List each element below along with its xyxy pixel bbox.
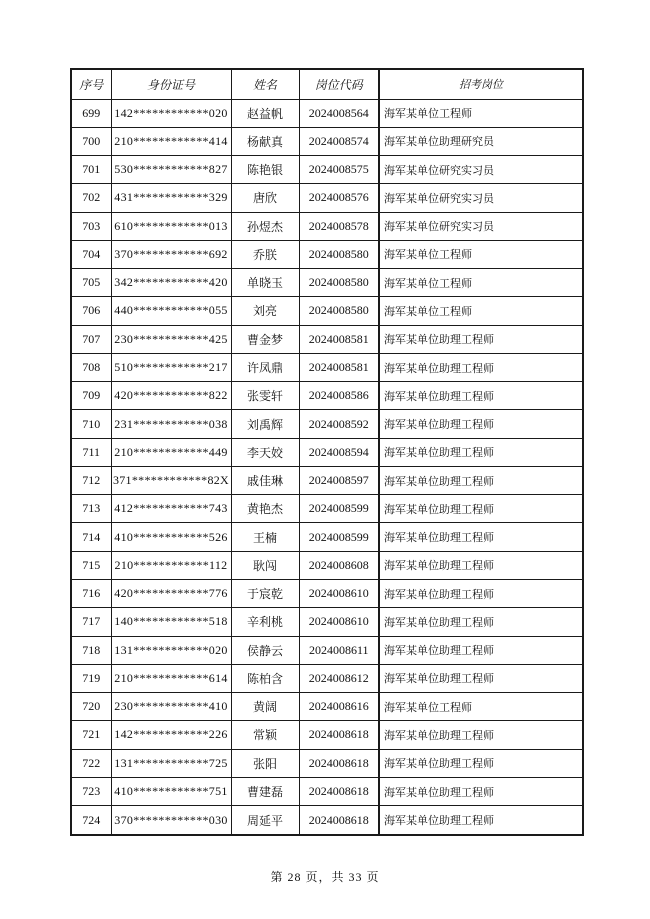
cell-job_title: 海军某单位助理工程师 [379, 664, 583, 692]
cell-name: 赵益帆 [231, 99, 299, 127]
cell-id_number: 230************410 [111, 693, 231, 721]
cell-name: 唐欣 [231, 184, 299, 212]
cell-job_code: 2024008578 [299, 212, 379, 240]
cell-name: 王楠 [231, 523, 299, 551]
cell-job_code: 2024008580 [299, 240, 379, 268]
cell-index: 712 [71, 466, 111, 494]
cell-id_number: 410************751 [111, 777, 231, 805]
page-number-text: 第 28 页，共 33 页 [270, 870, 380, 884]
table-row [71, 664, 583, 692]
cell-name: 刘禹辉 [231, 410, 299, 438]
page-footer [0, 868, 650, 885]
cell-name: 侯静云 [231, 636, 299, 664]
cell-name: 黄艳杰 [231, 495, 299, 523]
column-header-id_number: 身份证号 [111, 69, 231, 99]
table-row [71, 466, 583, 494]
table-row [71, 580, 583, 608]
cell-name: 辛利桃 [231, 608, 299, 636]
cell-index: 700 [71, 127, 111, 155]
cell-id_number: 142************020 [111, 99, 231, 127]
cell-index: 706 [71, 297, 111, 325]
table-row [71, 410, 583, 438]
cell-name: 刘亮 [231, 297, 299, 325]
cell-job_title: 海军某单位研究实习员 [379, 156, 583, 184]
cell-job_code: 2024008608 [299, 551, 379, 579]
cell-job_title: 海军某单位研究实习员 [379, 212, 583, 240]
cell-job_title: 海军某单位工程师 [379, 269, 583, 297]
cell-index: 707 [71, 325, 111, 353]
cell-id_number: 140************518 [111, 608, 231, 636]
cell-job_title: 海军某单位助理工程师 [379, 636, 583, 664]
table-row [71, 127, 583, 155]
cell-name: 耿闯 [231, 551, 299, 579]
cell-id_number: 210************414 [111, 127, 231, 155]
cell-id_number: 131************020 [111, 636, 231, 664]
cell-index: 705 [71, 269, 111, 297]
cell-index: 702 [71, 184, 111, 212]
cell-index: 720 [71, 693, 111, 721]
cell-id_number: 142************226 [111, 721, 231, 749]
column-header-index: 序号 [71, 69, 111, 99]
table-row [71, 325, 583, 353]
cell-id_number: 210************449 [111, 438, 231, 466]
cell-job_title: 海军某单位助理工程师 [379, 495, 583, 523]
cell-job_code: 2024008581 [299, 353, 379, 381]
cell-job_title: 海军某单位助理工程师 [379, 580, 583, 608]
cell-job_code: 2024008599 [299, 523, 379, 551]
cell-job_code: 2024008611 [299, 636, 379, 664]
table-row [71, 184, 583, 212]
cell-name: 曹建磊 [231, 777, 299, 805]
cell-index: 719 [71, 664, 111, 692]
cell-job_title: 海军某单位助理工程师 [379, 777, 583, 805]
cell-index: 713 [71, 495, 111, 523]
cell-id_number: 510************217 [111, 353, 231, 381]
cell-id_number: 530************827 [111, 156, 231, 184]
cell-name: 许凤鼎 [231, 353, 299, 381]
cell-job_code: 2024008564 [299, 99, 379, 127]
cell-id_number: 410************526 [111, 523, 231, 551]
cell-id_number: 210************614 [111, 664, 231, 692]
cell-name: 杨献真 [231, 127, 299, 155]
cell-id_number: 610************013 [111, 212, 231, 240]
cell-job_code: 2024008612 [299, 664, 379, 692]
cell-job_code: 2024008580 [299, 269, 379, 297]
cell-id_number: 370************692 [111, 240, 231, 268]
cell-index: 714 [71, 523, 111, 551]
table-row [71, 523, 583, 551]
table-row [71, 297, 583, 325]
cell-id_number: 131************725 [111, 749, 231, 777]
cell-job_title: 海军某单位助理工程师 [379, 551, 583, 579]
cell-job_code: 2024008616 [299, 693, 379, 721]
cell-index: 710 [71, 410, 111, 438]
table-row [71, 495, 583, 523]
cell-job_title: 海军某单位工程师 [379, 693, 583, 721]
cell-id_number: 370************030 [111, 806, 231, 835]
cell-job_code: 2024008575 [299, 156, 379, 184]
cell-index: 709 [71, 382, 111, 410]
cell-index: 703 [71, 212, 111, 240]
cell-name: 张阳 [231, 749, 299, 777]
cell-id_number: 231************038 [111, 410, 231, 438]
table-row [71, 353, 583, 381]
cell-job_title: 海军某单位助理工程师 [379, 382, 583, 410]
cell-index: 722 [71, 749, 111, 777]
column-header-name: 姓名 [231, 69, 299, 99]
cell-id_number: 371************82X [111, 466, 231, 494]
table-row [71, 382, 583, 410]
table-row [71, 749, 583, 777]
cell-job_code: 2024008618 [299, 749, 379, 777]
cell-job_title: 海军某单位助理研究员 [379, 127, 583, 155]
cell-index: 711 [71, 438, 111, 466]
cell-job_title: 海军某单位助理工程师 [379, 721, 583, 749]
cell-name: 乔朕 [231, 240, 299, 268]
cell-job_code: 2024008586 [299, 382, 379, 410]
column-header-job_title: 招考岗位 [379, 69, 583, 99]
cell-job_title: 海军某单位助理工程师 [379, 466, 583, 494]
cell-job_title: 海军某单位工程师 [379, 297, 583, 325]
table-row [71, 212, 583, 240]
cell-name: 黄阔 [231, 693, 299, 721]
table-row [71, 806, 583, 835]
cell-job_code: 2024008597 [299, 466, 379, 494]
cell-name: 张雯轩 [231, 382, 299, 410]
cell-id_number: 342************420 [111, 269, 231, 297]
cell-index: 718 [71, 636, 111, 664]
cell-index: 717 [71, 608, 111, 636]
cell-id_number: 230************425 [111, 325, 231, 353]
cell-job_code: 2024008581 [299, 325, 379, 353]
cell-job_title: 海军某单位研究实习员 [379, 184, 583, 212]
cell-id_number: 210************112 [111, 551, 231, 579]
table-row [71, 636, 583, 664]
cell-job_code: 2024008594 [299, 438, 379, 466]
cell-job_title: 海军某单位助理工程师 [379, 806, 583, 835]
table-row [71, 777, 583, 805]
cell-index: 701 [71, 156, 111, 184]
cell-id_number: 420************822 [111, 382, 231, 410]
cell-id_number: 420************776 [111, 580, 231, 608]
table-row [71, 156, 583, 184]
table-row [71, 438, 583, 466]
cell-job_code: 2024008599 [299, 495, 379, 523]
cell-name: 周延平 [231, 806, 299, 835]
cell-job_code: 2024008610 [299, 608, 379, 636]
table-body [71, 99, 583, 835]
cell-name: 陈艳银 [231, 156, 299, 184]
cell-job_code: 2024008610 [299, 580, 379, 608]
cell-index: 699 [71, 99, 111, 127]
cell-job_title: 海军某单位助理工程师 [379, 410, 583, 438]
cell-job_code: 2024008576 [299, 184, 379, 212]
cell-name: 单晓玉 [231, 269, 299, 297]
table-row [71, 693, 583, 721]
cell-index: 723 [71, 777, 111, 805]
cell-name: 陈柏含 [231, 664, 299, 692]
cell-index: 721 [71, 721, 111, 749]
header-row [71, 69, 583, 99]
cell-job_code: 2024008580 [299, 297, 379, 325]
cell-job_code: 2024008618 [299, 721, 379, 749]
cell-id_number: 431************329 [111, 184, 231, 212]
cell-index: 708 [71, 353, 111, 381]
cell-job_title: 海军某单位助理工程师 [379, 438, 583, 466]
column-header-job_code: 岗位代码 [299, 69, 379, 99]
table-row [71, 269, 583, 297]
cell-job_title: 海军某单位助理工程师 [379, 325, 583, 353]
cell-job_title: 海军某单位助理工程师 [379, 749, 583, 777]
table-row [71, 721, 583, 749]
cell-index: 724 [71, 806, 111, 835]
table-row [71, 99, 583, 127]
cell-name: 李天姣 [231, 438, 299, 466]
cell-id_number: 440************055 [111, 297, 231, 325]
cell-job_code: 2024008618 [299, 806, 379, 835]
cell-name: 于宸乾 [231, 580, 299, 608]
cell-name: 常颖 [231, 721, 299, 749]
cell-job_code: 2024008618 [299, 777, 379, 805]
cell-job_code: 2024008592 [299, 410, 379, 438]
cell-index: 715 [71, 551, 111, 579]
cell-index: 704 [71, 240, 111, 268]
table-row [71, 608, 583, 636]
cell-job_title: 海军某单位工程师 [379, 240, 583, 268]
cell-job_title: 海军某单位助理工程师 [379, 353, 583, 381]
cell-job_title: 海军某单位助理工程师 [379, 608, 583, 636]
cell-name: 戚佳琳 [231, 466, 299, 494]
cell-name: 孙煜杰 [231, 212, 299, 240]
cell-job_code: 2024008574 [299, 127, 379, 155]
candidate-roster-table [70, 68, 584, 836]
table-row [71, 551, 583, 579]
table-row [71, 240, 583, 268]
cell-id_number: 412************743 [111, 495, 231, 523]
cell-index: 716 [71, 580, 111, 608]
cell-job_title: 海军某单位助理工程师 [379, 523, 583, 551]
cell-job_title: 海军某单位工程师 [379, 99, 583, 127]
cell-name: 曹金梦 [231, 325, 299, 353]
